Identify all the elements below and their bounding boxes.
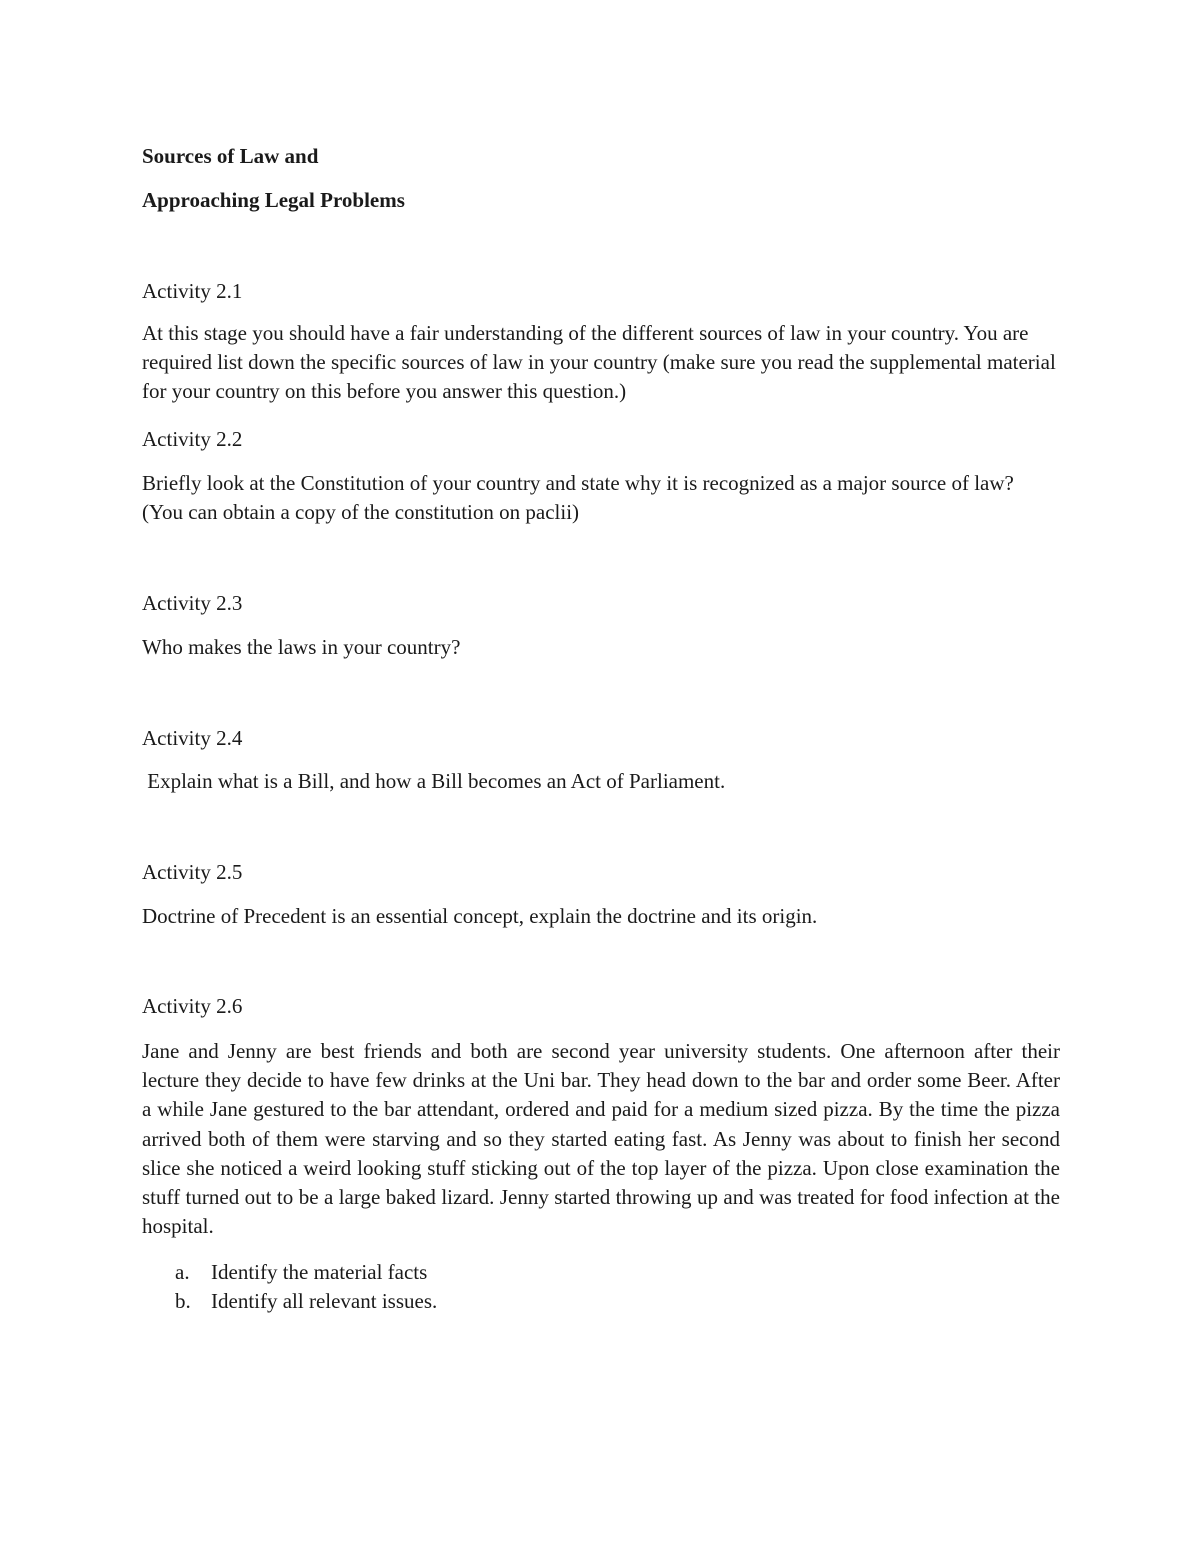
activity-2-3-text: Who makes the laws in your country? <box>142 635 461 659</box>
activity-2-2-label: Activity 2.2 <box>142 427 243 451</box>
document-title-line-2: Approaching Legal Problems <box>142 188 405 212</box>
list-marker-a: a. <box>175 1260 190 1284</box>
activity-2-5-text: Doctrine of Precedent is an essential concept, explain the doctrine and its origin. <box>142 904 818 928</box>
activity-2-5-label: Activity 2.5 <box>142 860 243 884</box>
activity-2-1-text: At this stage you should have a fair understanding of the different sources of law in your country. You are required list down the specific sources of law in your country (make sure you read the supplemental material for your country on this before you answer this question.) <box>142 321 1056 404</box>
activity-2-3-label: Activity 2.3 <box>142 591 243 615</box>
activity-2-1-label: Activity 2.1 <box>142 279 243 303</box>
question-b-text: Identify all relevant issues. <box>211 1289 438 1313</box>
list-marker-b: b. <box>175 1289 191 1313</box>
activity-2-4-label: Activity 2.4 <box>142 726 243 750</box>
list-item <box>175 1288 437 1314</box>
document-title-line-1: Sources of Law and <box>142 144 319 168</box>
activity-2-4-text: Explain what is a Bill, and how a Bill becomes an Act of Parliament. <box>142 769 726 793</box>
activity-2-6-label: Activity 2.6 <box>142 994 243 1018</box>
question-a-text: Identify the material facts <box>211 1260 428 1284</box>
document-page <box>142 0 1062 1553</box>
activity-2-6-text: Jane and Jenny are best friends and both are second year university students. One afternoon after their lecture they decide to have few drinks at the Uni bar. They head down to the bar and order some Beer. After a while Jane gestured to the bar attendant, ordered and paid for a medium sized pizza. By the time the pizza arrived both of them were starving and so they started eating fast. As Jenny was about to finish her second slice she noticed a weird looking stuff sticking out of the top layer of the pizza. Upon close examination the stuff turned out to be a large baked lizard. Jenny started throwing up and was treated for food infection at the hospital. <box>142 1039 1060 1239</box>
list-item <box>175 1259 427 1285</box>
activity-2-2-text: Briefly look at the Constitution of your country and state why it is recognized as a major source of law? (You can obtain a copy of the constitution on paclii) <box>142 471 1014 525</box>
